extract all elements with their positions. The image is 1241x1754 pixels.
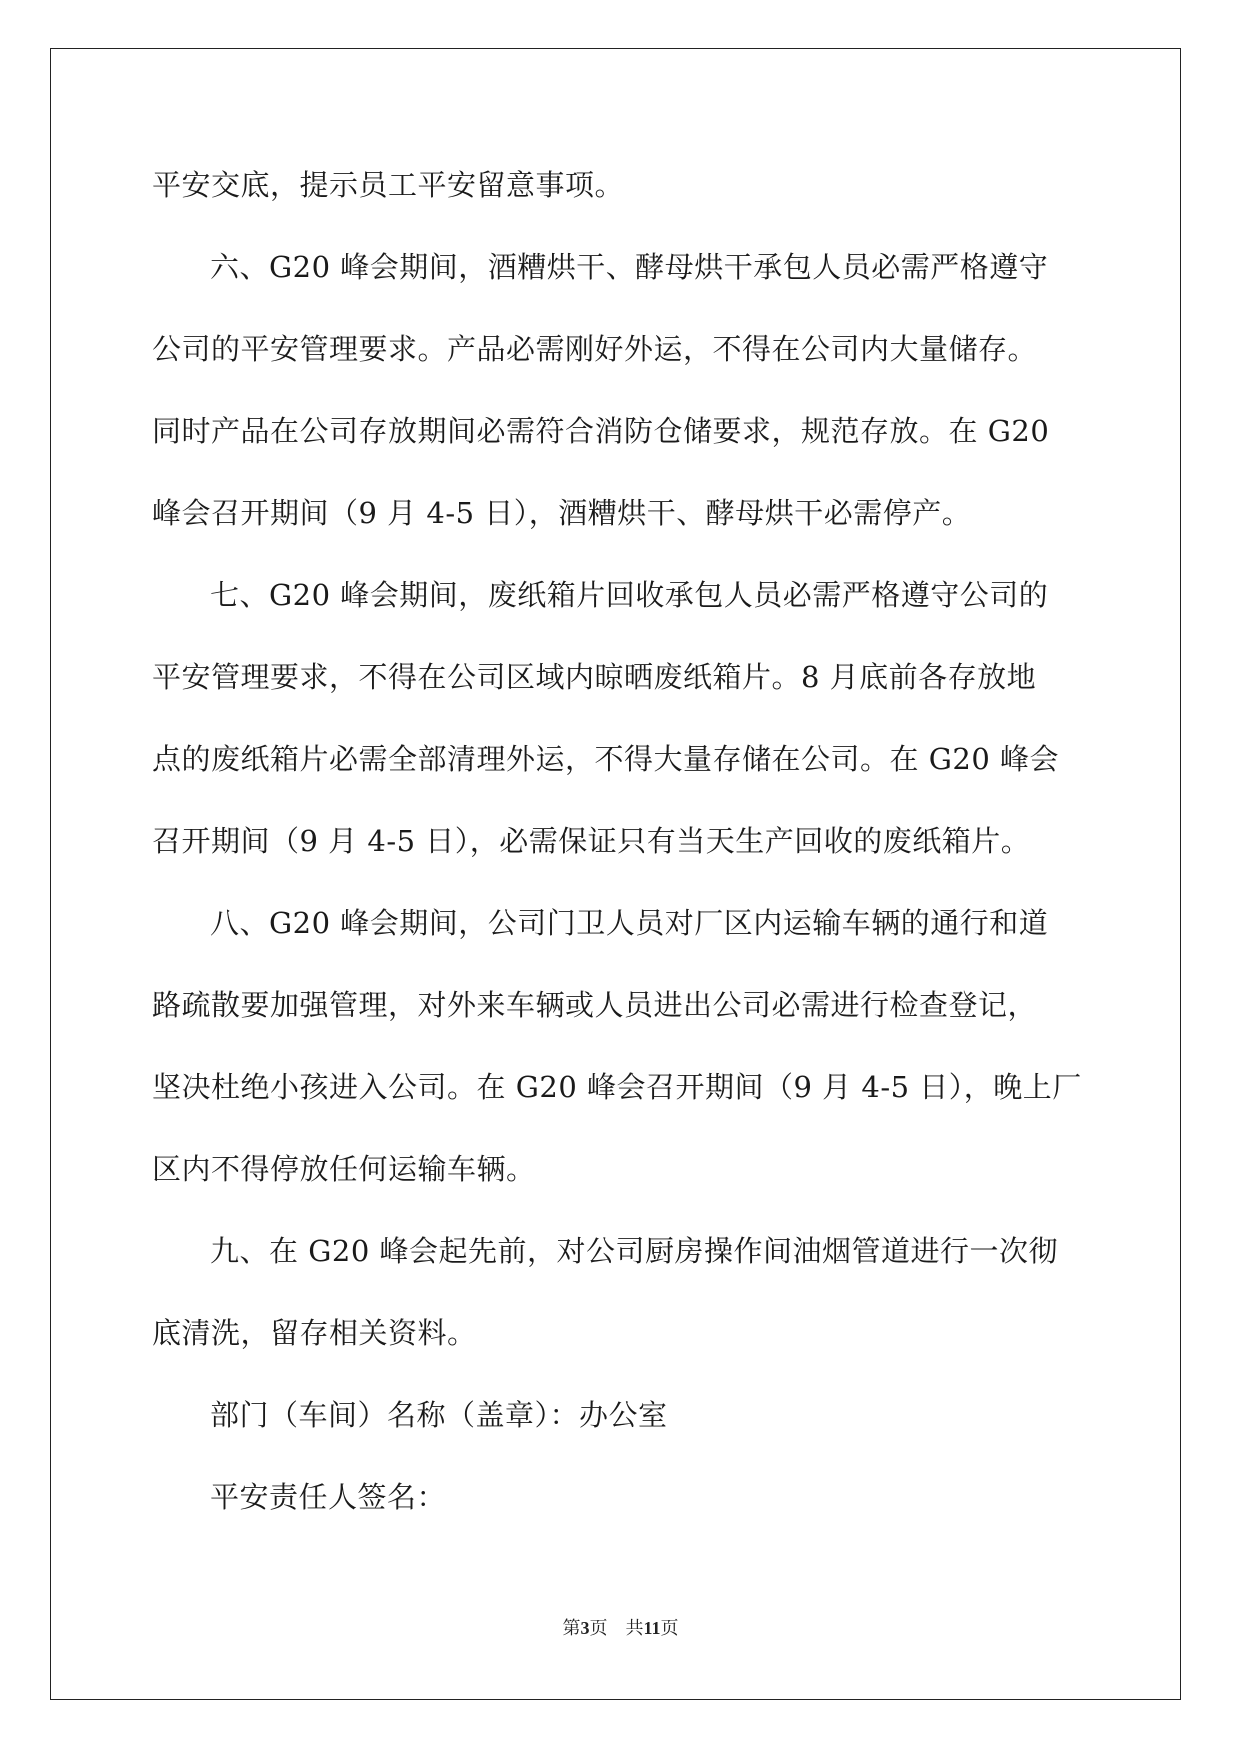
paragraph-line: 同时产品在公司存放期间必需符合消防仓储要求，规范存放。在 G20 — [152, 414, 1050, 448]
total-pages: 11 — [643, 1618, 661, 1638]
page-number: 3 — [580, 1618, 590, 1638]
document-body — [152, 160, 1088, 1554]
page-suffix: 页 — [589, 1618, 608, 1638]
paragraph-line: 公司的平安管理要求。产品必需刚好外运，不得在公司内大量储存。 — [152, 332, 1038, 366]
paragraph-line: 坚决杜绝小孩进入公司。在 G20 峰会召开期间（9 月 4-5 日），晚上厂 — [152, 1070, 1082, 1104]
total-prefix: 共 — [625, 1618, 644, 1638]
paragraph-line: 底清洗，留存相关资料。 — [152, 1316, 477, 1350]
paragraph-line: 召开期间（9 月 4-5 日），必需保证只有当天生产回收的废纸箱片。 — [152, 824, 1031, 858]
paragraph-line: 七、G20 峰会期间，废纸箱片回收承包人员必需严格遵守公司的 — [210, 578, 1049, 612]
total-suffix: 页 — [660, 1618, 679, 1638]
paragraph-line: 峰会召开期间（9 月 4-5 日），酒糟烘干、酵母烘干必需停产。 — [152, 496, 972, 530]
page-footer — [0, 1614, 1241, 1640]
paragraph-line: 平安管理要求，不得在公司区域内晾晒废纸箱片。8 月底前各存放地 — [152, 660, 1037, 694]
signature-line: 平安责任人签名： — [210, 1480, 447, 1514]
paragraph-line: 平安交底，提示员工平安留意事项。 — [152, 168, 625, 202]
paragraph-line: 六、G20 峰会期间，酒糟烘干、酵母烘干承包人员必需严格遵守 — [210, 250, 1049, 284]
paragraph-line: 区内不得停放任何运输车辆。 — [152, 1152, 536, 1186]
paragraph-line: 九、在 G20 峰会起先前，对公司厨房操作间油烟管道进行一次彻 — [210, 1234, 1059, 1268]
department-name-line: 部门（车间）名称（盖章）：办公室 — [210, 1398, 668, 1432]
paragraph-line: 点的废纸箱片必需全部清理外运，不得大量存储在公司。在 G20 峰会 — [152, 742, 1060, 776]
paragraph-line: 路疏散要加强管理，对外来车辆或人员进出公司必需进行检查登记， — [152, 988, 1038, 1022]
paragraph-line: 八、G20 峰会期间，公司门卫人员对厂区内运输车辆的通行和道 — [210, 906, 1049, 940]
page-prefix: 第 — [562, 1618, 581, 1638]
